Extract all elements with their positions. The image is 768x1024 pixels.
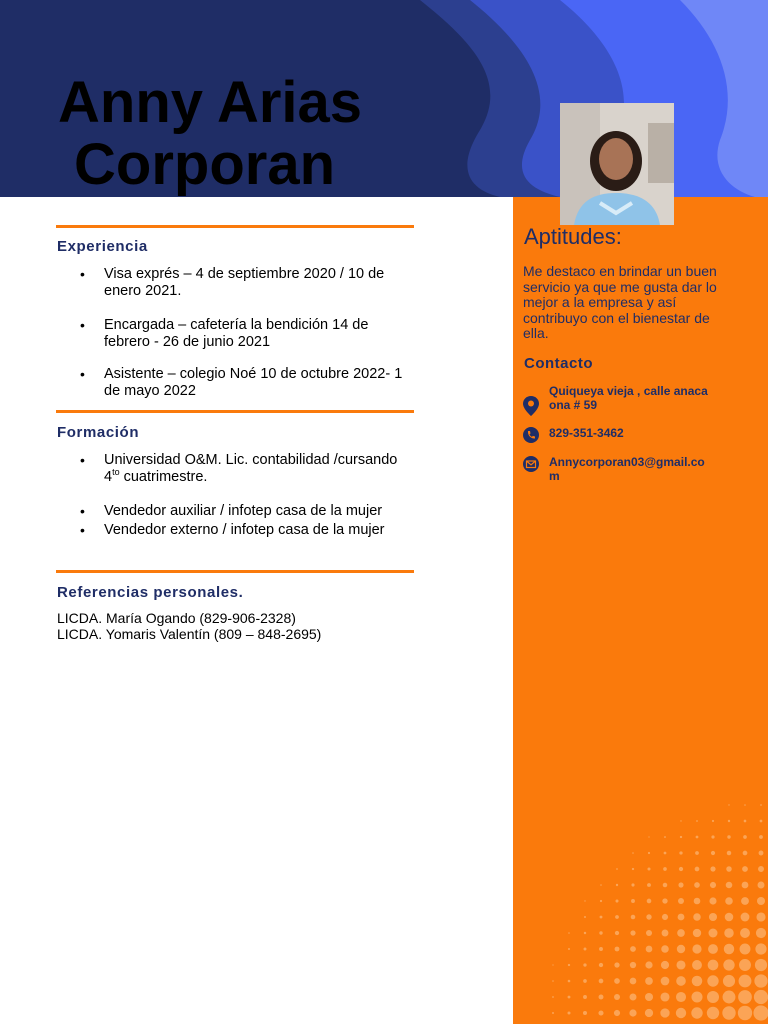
halftone-dot	[676, 960, 685, 969]
halftone-dot	[631, 915, 636, 920]
halftone-dot	[630, 962, 636, 968]
references-list	[57, 610, 321, 642]
halftone-dot	[598, 1010, 603, 1015]
halftone-dot	[600, 916, 603, 919]
halftone-dot	[707, 991, 719, 1003]
list-item: • Vendedor auxiliar / infotep casa de la mujer	[76, 503, 416, 520]
phone-text[interactable]: 829-351-3462	[549, 426, 624, 440]
email-icon	[523, 456, 539, 472]
halftone-dot	[707, 1007, 719, 1019]
halftone-dot	[709, 897, 716, 904]
education-item-text: Universidad O&M. Lic. contabilidad /cursando 4	[104, 452, 398, 485]
halftone-dot	[662, 898, 667, 903]
ordinal-suffix: to	[112, 466, 120, 477]
halftone-dot	[584, 932, 586, 934]
halftone-dot	[710, 882, 716, 888]
halftone-dot	[726, 866, 732, 872]
halftone-dot	[756, 912, 765, 921]
halftone-dot	[630, 978, 637, 985]
halftone-dot	[645, 1009, 653, 1017]
halftone-dot	[583, 963, 586, 966]
halftone-dot	[755, 959, 767, 971]
halftone-dot	[728, 820, 730, 822]
halftone-dot	[646, 930, 652, 936]
halftone-dot	[758, 866, 764, 872]
halftone-dot	[629, 1009, 636, 1016]
location-pin-icon	[523, 396, 539, 416]
halftone-dot	[568, 964, 570, 966]
halftone-dot	[677, 929, 685, 937]
halftone-dot	[676, 1008, 686, 1018]
halftone-dot	[755, 943, 766, 954]
halftone-dot	[678, 914, 685, 921]
halftone-dot	[722, 1006, 735, 1019]
halftone-dot	[648, 852, 650, 854]
halftone-dot	[742, 866, 748, 872]
halftone-dot	[552, 1012, 554, 1014]
divider-experience	[56, 225, 414, 228]
halftone-dot	[760, 804, 762, 806]
name-line-2: Corporan	[74, 132, 335, 197]
halftone-dot	[660, 1008, 669, 1017]
halftone-dot	[615, 931, 619, 935]
halftone-dot	[678, 882, 683, 887]
halftone-dot	[740, 944, 751, 955]
halftone-dot	[615, 947, 620, 952]
halftone-dot	[646, 946, 653, 953]
halftone-dot	[568, 996, 571, 999]
halftone-dot	[676, 976, 686, 986]
address-text: Quiqueya vieja , calle anacaona # 59	[549, 384, 708, 412]
halftone-dot	[614, 1010, 620, 1016]
education-title: Formación	[57, 424, 140, 441]
halftone-dot	[680, 836, 682, 838]
halftone-dot	[723, 975, 735, 987]
halftone-dot	[676, 992, 686, 1002]
halftone-dot	[754, 974, 767, 987]
halftone-dot	[708, 960, 719, 971]
halftone-dot	[711, 851, 715, 855]
halftone-dot	[599, 979, 604, 984]
list-item: • Vendedor externo / infotep casa de la mujer	[76, 522, 416, 539]
halftone-dot	[691, 1007, 702, 1018]
halftone-dot	[727, 851, 732, 856]
halftone-dot	[616, 884, 618, 886]
halftone-dot	[693, 929, 701, 937]
halftone-dot	[753, 1005, 768, 1020]
halftone-dot	[661, 945, 669, 953]
halftone-dot	[630, 930, 635, 935]
halftone-dot	[743, 835, 747, 839]
aptitudes-text: Me destaco en brindar un buen servicio ya que me gusta dar lo mejor a la empresa y así contribuyo con el bienestar de ella.	[523, 263, 717, 341]
halftone-dot	[584, 916, 586, 918]
education-item-tail: cuatrimestre.	[119, 468, 208, 485]
halftone-dot	[695, 867, 700, 872]
halftone-dot	[664, 852, 667, 855]
halftone-dot	[599, 931, 602, 934]
halftone-dot	[614, 978, 620, 984]
halftone-dot	[599, 995, 604, 1000]
halftone-dot	[725, 913, 734, 922]
aptitudes-title: Aptitudes:	[524, 224, 622, 249]
list-item	[76, 452, 416, 485]
halftone-dot	[679, 851, 682, 854]
halftone-dot	[661, 977, 670, 986]
list-item: • Encargada – cafetería la bendición 14 de febrero - 26 de junio 2021	[76, 317, 416, 350]
contact-title: Contacto	[524, 355, 593, 372]
halftone-dot	[615, 899, 618, 902]
halftone-dot	[708, 944, 718, 954]
halftone-dot	[696, 820, 698, 822]
halftone-dot	[647, 867, 650, 870]
halftone-dot	[615, 915, 619, 919]
halftone-dot	[692, 960, 702, 970]
halftone-dot	[568, 932, 570, 934]
halftone-dot	[645, 977, 653, 985]
list-item: • Visa exprés – 4 de septiembre 2020 / 10 de enero 2021.	[76, 266, 416, 299]
halftone-dot	[645, 961, 652, 968]
halftone-dot	[707, 975, 718, 986]
halftone-dot	[663, 867, 667, 871]
phone-icon	[523, 427, 539, 443]
halftone-dot	[614, 994, 620, 1000]
halftone-dot	[711, 835, 714, 838]
reference-item: LICDA. María Ogando (829-906-2328)	[57, 610, 296, 626]
halftone-dot	[679, 867, 683, 871]
halftone-dot	[584, 900, 585, 901]
halftone-dot	[552, 964, 553, 965]
halftone-dot	[677, 945, 685, 953]
halftone-dot	[744, 820, 747, 823]
reference-item: LICDA. Yomaris Valentín (809 – 848-2695)	[57, 626, 322, 642]
halftone-dot	[583, 995, 587, 999]
halftone-dot	[723, 991, 736, 1004]
halftone-dot	[727, 835, 730, 838]
halftone-dot	[583, 1011, 587, 1015]
list-item: • Asistente – colegio Noé 10 de octubre 2022- 1 de mayo 2022	[76, 366, 416, 399]
email-text[interactable]: Annycorporan03@gmail.com	[549, 455, 705, 483]
halftone-dot	[662, 930, 669, 937]
halftone-dot	[740, 928, 750, 938]
halftone-dot	[724, 928, 734, 938]
halftone-dot	[583, 979, 587, 983]
halftone-dot	[631, 899, 635, 903]
person-name	[58, 72, 362, 196]
halftone-dot	[759, 835, 763, 839]
halftone-dot	[728, 804, 729, 805]
halftone-dot	[646, 914, 651, 919]
halftone-dot	[760, 820, 763, 823]
halftone-dot	[552, 980, 554, 982]
halftone-dot	[568, 1012, 571, 1015]
halftone-dot	[741, 897, 749, 905]
halftone-dot	[568, 980, 571, 983]
halftone-dot	[743, 851, 748, 856]
halftone-dot	[726, 882, 733, 889]
halftone-dot	[710, 866, 715, 871]
halftone-dot	[648, 836, 649, 837]
halftone-dot	[742, 882, 749, 889]
halftone-dot	[712, 820, 714, 822]
halftone-dot	[599, 947, 603, 951]
halftone-dot	[568, 948, 570, 950]
halftone-dot	[738, 990, 752, 1004]
divider-references	[56, 570, 414, 573]
halftone-dot	[629, 993, 636, 1000]
halftone-dot	[661, 961, 669, 969]
halftone-dot	[599, 963, 603, 967]
halftone-dot	[709, 929, 718, 938]
name-line-1: Anny Arias	[58, 70, 363, 135]
halftone-dot	[695, 851, 699, 855]
halftone-dot	[754, 990, 768, 1004]
halftone-dot	[616, 868, 618, 870]
experience-list	[76, 266, 416, 399]
halftone-dot	[723, 959, 734, 970]
experience-title: Experiencia	[57, 238, 148, 255]
halftone-dot	[663, 883, 668, 888]
halftone-dot	[738, 1006, 752, 1020]
halftone-dot	[647, 883, 651, 887]
halftone-dot	[694, 882, 700, 888]
halftone-dot	[744, 804, 746, 806]
divider-education	[56, 410, 414, 413]
halftone-dot	[630, 946, 636, 952]
halftone-dot	[692, 944, 701, 953]
halftone-dot	[739, 959, 751, 971]
halftone-dot	[709, 913, 717, 921]
halftone-dot	[694, 898, 701, 905]
halftone-dot	[739, 975, 752, 988]
halftone-dot	[758, 882, 765, 889]
halftone-dot	[691, 991, 702, 1002]
halftone-dot	[696, 836, 699, 839]
education-list	[76, 452, 416, 538]
halftone-dot	[647, 899, 652, 904]
halftone-dot	[614, 962, 619, 967]
halftone-dot	[693, 913, 701, 921]
halftone-dot	[600, 884, 602, 886]
halftone-dot	[678, 898, 684, 904]
halftone-dot	[600, 900, 602, 902]
halftone-dot	[757, 897, 765, 905]
halftone-dot	[660, 992, 669, 1001]
halftone-dot	[680, 820, 681, 821]
halftone-dot	[741, 913, 750, 922]
halftone-dot	[645, 993, 653, 1001]
halftone-dot	[631, 883, 634, 886]
halftone-dot	[724, 944, 734, 954]
halftone-dot	[584, 948, 587, 951]
halftone-dot	[692, 976, 703, 987]
halftone-dot	[662, 914, 668, 920]
halftone-dot	[664, 836, 666, 838]
profile-photo	[560, 103, 674, 225]
halftone-dot	[759, 851, 764, 856]
halftone-dot	[756, 928, 766, 938]
halftone-dot	[632, 852, 634, 854]
references-title: Referencias personales.	[57, 584, 244, 601]
halftone-dot	[632, 868, 634, 870]
halftone-dot	[552, 996, 554, 998]
halftone-dot	[725, 897, 733, 905]
